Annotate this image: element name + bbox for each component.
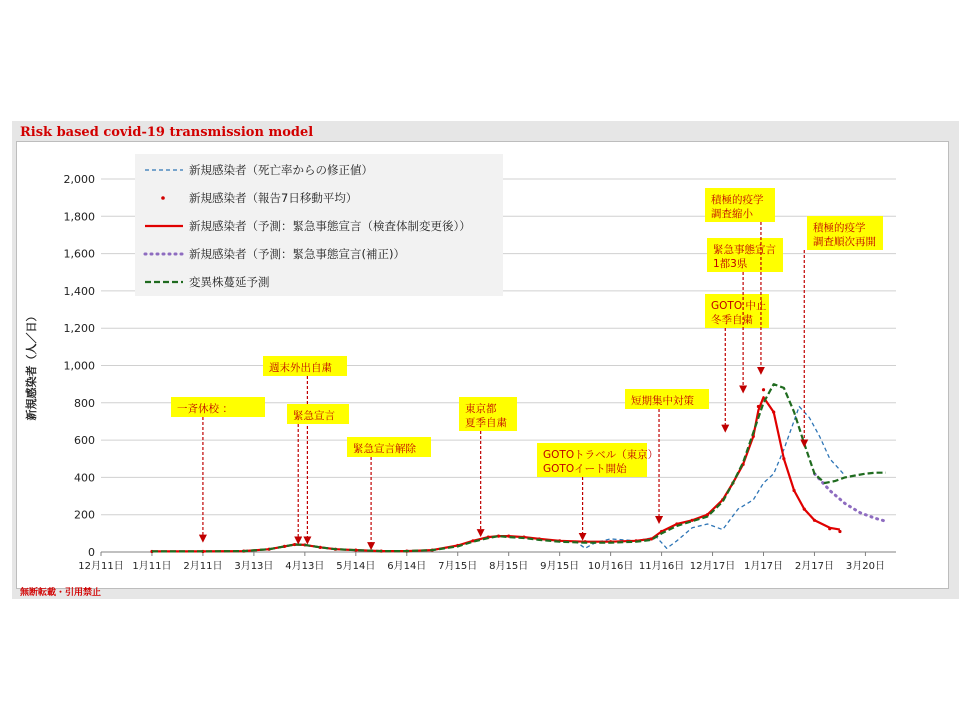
x-tick-label: 6月14日 — [387, 561, 427, 572]
y-tick-label: 2,000 — [63, 173, 95, 186]
annotation-label: 調査縮小 — [711, 208, 753, 220]
x-tick-label: 1月11日 — [132, 561, 172, 572]
annotation-label: GOTOトラベル（東京） — [543, 449, 659, 461]
annotation-label: 積極的疫学 — [711, 194, 764, 206]
annotation-label: 一斉休校 ： — [177, 403, 233, 415]
annotation-label: 緊急宣言解除 — [353, 443, 416, 455]
y-tick-label: 1,200 — [63, 322, 95, 336]
legend-label: 変異株蔓延予測 — [189, 275, 270, 289]
chart-frame — [12, 121, 959, 599]
x-tick-label: 4月13日 — [285, 561, 325, 572]
chart-svg — [17, 142, 948, 588]
y-tick-label: 400 — [74, 471, 95, 485]
y-axis-label: 新規感染者（人／日） — [25, 310, 38, 421]
x-tick-label: 9月15日 — [540, 561, 580, 572]
annotation-label: GOTOイート開始 — [543, 463, 627, 475]
x-tick-label: 1月17日 — [743, 561, 784, 572]
annotation-label: 緊急事態宣言 — [713, 244, 776, 256]
y-tick-label: 1,800 — [63, 210, 95, 224]
annotation-label: 調査順次再開 — [813, 236, 876, 248]
annotation-label: 短期集中対策 — [631, 395, 694, 407]
x-tick-label: 5月14日 — [336, 561, 376, 572]
y-tick-label: 1,000 — [63, 359, 95, 373]
legend — [135, 154, 503, 296]
annotation-label: 夏季自粛 — [465, 417, 507, 429]
y-tick-label: 1,400 — [63, 284, 95, 298]
series-line — [815, 474, 886, 522]
legend-label: 新規感染者（予測：緊急事態宣言(補正)） — [189, 247, 405, 261]
annotation-label: 東京都 — [465, 403, 497, 415]
y-tick-label: 0 — [88, 546, 95, 559]
y-tick-label: 200 — [74, 508, 95, 522]
y-tick-label: 800 — [74, 396, 95, 410]
x-tick-label: 2月11日 — [183, 561, 223, 572]
x-tick-label: 8月15日 — [489, 561, 529, 572]
x-tick-label: 3月13日 — [234, 561, 274, 572]
series-point — [762, 388, 765, 391]
legend-label: 新規感染者（予測：緊急事態宣言（検査体制変更後）） — [189, 219, 471, 233]
x-tick-label: 2月17日 — [794, 561, 835, 572]
y-tick-label: 1,600 — [63, 247, 95, 261]
x-tick-label: 10月16日 — [587, 561, 634, 572]
annotation-label: GOTO 中止 — [711, 300, 767, 312]
legend-label: 新規感染者（報告7日移動平均） — [189, 191, 358, 205]
x-tick-label: 3月20日 — [845, 561, 885, 572]
annotation-label: 週末外出自粛 — [269, 362, 332, 374]
plot-area — [16, 141, 949, 589]
annotation-label: 冬季自粛 — [711, 314, 753, 326]
x-tick-label: 7月15日 — [438, 561, 478, 572]
annotation-label: 1都3県 — [713, 258, 748, 270]
y-tick-label: 600 — [74, 434, 95, 448]
x-tick-label: 11月16日 — [638, 561, 685, 572]
annotation-label: 積極的疫学 — [813, 222, 866, 234]
annotation-label: 緊急宣言 — [293, 410, 335, 422]
x-tick-label: 12月17日 — [689, 561, 736, 572]
footer-notice: 無断転載・引用禁止 — [20, 588, 102, 598]
chart-title: Risk based covid-19 transmission model — [20, 125, 314, 140]
legend-swatch — [161, 196, 165, 200]
x-tick-label: 12月11日 — [78, 561, 124, 572]
legend-label: 新規感染者（死亡率からの修正値） — [189, 163, 373, 177]
